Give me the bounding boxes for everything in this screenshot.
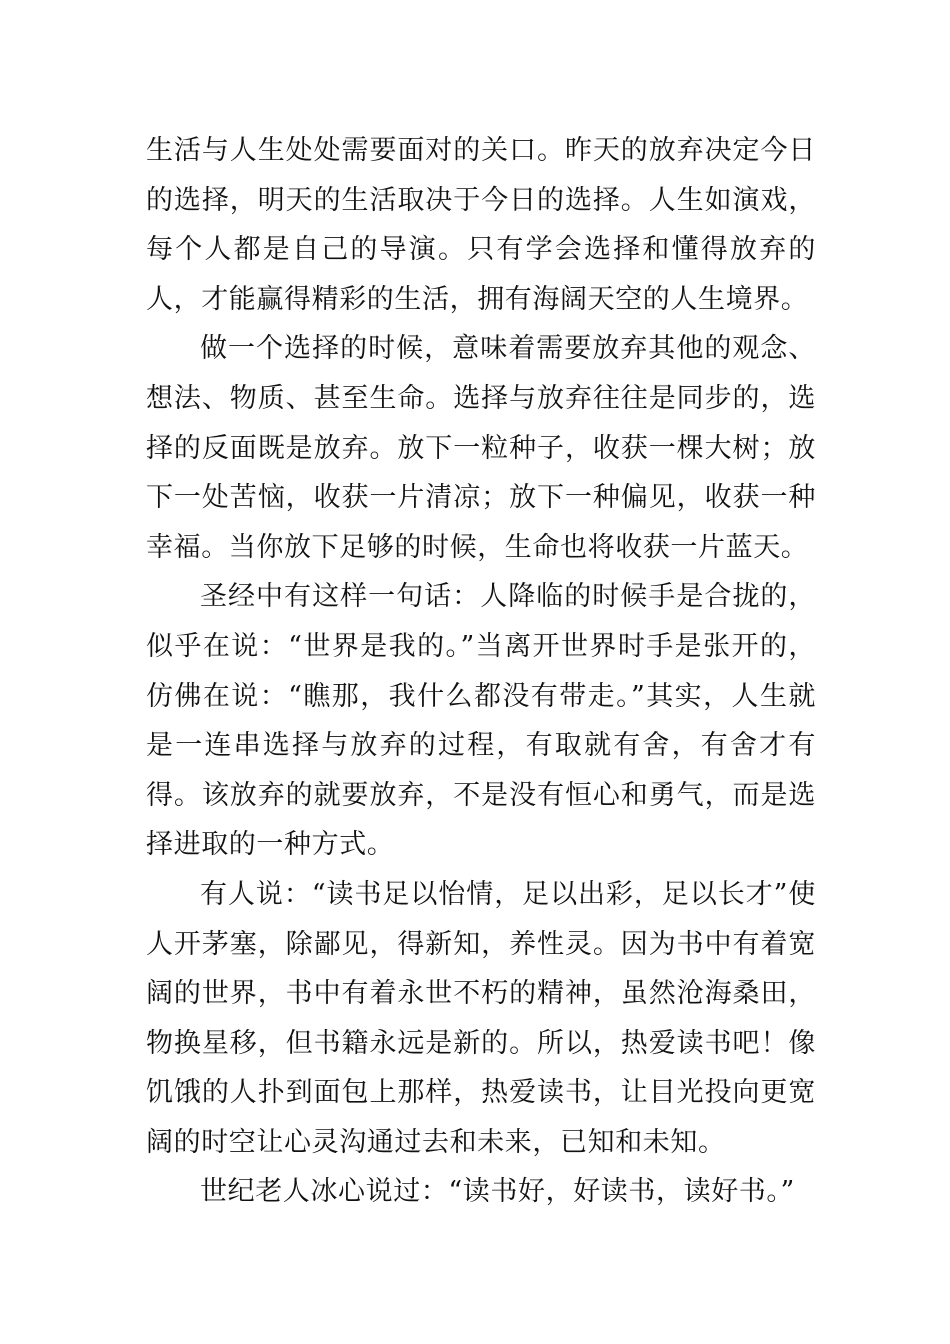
document-body xyxy=(146,126,816,1217)
paragraph-1: 生活与人生处处需要面对的关口。昨天的放弃决定今日的选择，明天的生活取决于今日的选择。人生如演戏，每个人都是自己的导演。只有学会选择和懂得放弃的人，才能赢得精彩的生活，拥有海阔天空的人生境界。 xyxy=(146,135,816,315)
paragraph-5: 世纪老人冰心说过：“读书好，好读书，读好书。” xyxy=(200,1176,795,1208)
paragraph-4: 有人说：“读书足以怡情，足以出彩，足以长才”使人开茅塞，除鄙见，得新知，养性灵。因为书中有着宽阔的世界，书中有着永世不朽的精神，虽然沧海桑田，物换星移，但书籍永远是新的。所以，热爱读书吧！像饥饿的人扑到面包上那样，热爱读书，让目光投向更宽阔的时空让心灵沟通过去和未来，已知和未知。 xyxy=(146,878,816,1158)
paragraph-2: 做一个选择的时候，意味着需要放弃其他的观念、想法、物质、甚至生命。选择与放弃往往是同步的，选择的反面既是放弃。放下一粒种子，收获一棵大树；放下一处苦恼，收获一片清凉；放下一种偏见，收获一种幸福。当你放下足够的时候，生命也将收获一片蓝天。 xyxy=(146,333,816,563)
paragraph-3: 圣经中有这样一句话：人降临的时候手是合拢的，似乎在说：“世界是我的。”当离开世界时手是张开的，仿佛在说：“瞧那，我什么都没有带走。”其实，人生就是一连串选择与放弃的过程，有取就有舍，有舍才有得。该放弃的就要放弃，不是没有恒心和勇气，而是选择进取的一种方式。 xyxy=(146,581,816,861)
